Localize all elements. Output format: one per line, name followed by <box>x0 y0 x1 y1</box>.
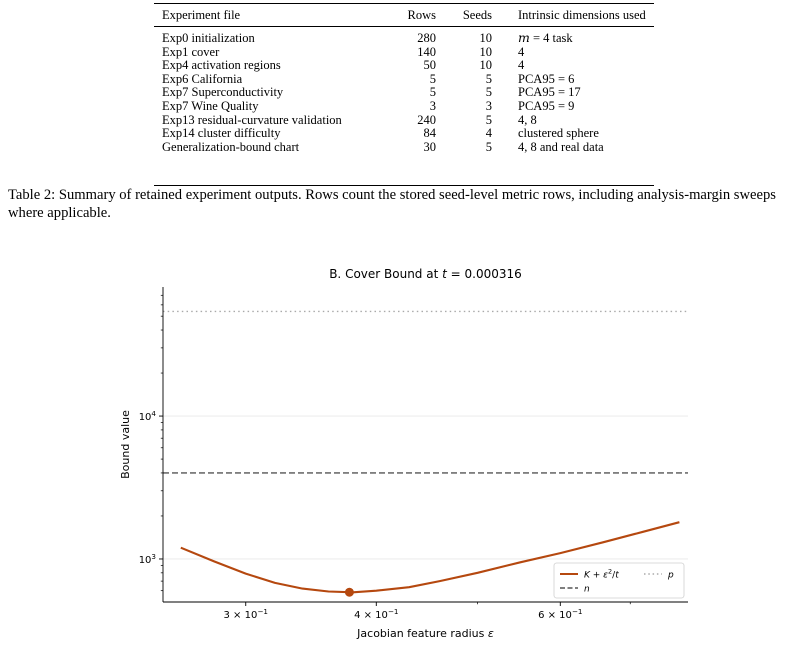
chart-title: B. Cover Bound at t = 0.000316 <box>329 267 522 281</box>
cell-seeds: 10 <box>479 44 492 59</box>
column-header-rows: Rows <box>407 8 436 22</box>
column-header-dimensions: Intrinsic dimensions used <box>518 8 646 22</box>
legend-label-p: p <box>668 570 674 581</box>
cell-rows: 240 <box>417 112 436 127</box>
legend-label-n: n <box>584 584 590 595</box>
cell-seeds: 3 <box>485 98 492 113</box>
cell-dimensions-text: PCA95 = 6 <box>518 71 575 86</box>
cell-seeds: 10 <box>479 30 492 45</box>
y-axis-label: Bound value <box>119 410 132 479</box>
cell-rows: 3 <box>429 98 436 113</box>
cell-dimensions-text: 4 <box>518 44 525 59</box>
caption-label: Table 2: <box>8 187 56 203</box>
x-tick-label: $4 \times 10^{-1}$ <box>354 606 399 621</box>
cell-rows: 280 <box>417 30 436 45</box>
cell-rows: 5 <box>429 71 436 86</box>
cell-dimensions-text: PCA95 = 17 <box>518 85 581 100</box>
cell-rows: 140 <box>417 44 436 59</box>
y-tick-label: $10^3$ <box>138 551 156 566</box>
cell-experiment-file: Exp13 residual-curvature validation <box>162 112 342 127</box>
cell-experiment-file: Exp1 cover <box>162 44 220 59</box>
cell-seeds: 5 <box>485 112 492 127</box>
cell-experiment-file: Exp7 Wine Quality <box>162 98 259 113</box>
cell-rows: 5 <box>429 85 436 100</box>
legend-label-curve: $K + \varepsilon^2/t$ <box>584 567 619 581</box>
cell-experiment-file: Exp14 cluster difficulty <box>162 126 281 141</box>
cell-dimensions-text: 4, 8 <box>518 112 537 127</box>
cell-seeds: 5 <box>485 85 492 100</box>
minimum-point-marker <box>345 588 354 597</box>
chart-axes <box>159 287 688 606</box>
chart-grid <box>163 416 688 559</box>
cell-seeds: 4 <box>485 126 492 141</box>
legend-box <box>554 563 684 598</box>
cell-experiment-file: Exp0 initialization <box>162 30 255 45</box>
cell-seeds: 5 <box>485 71 492 86</box>
chart-labels <box>119 267 583 640</box>
cell-dimensions-text: clustered sphere <box>518 126 599 141</box>
column-header-file: Experiment file <box>162 8 241 22</box>
cell-seeds: 5 <box>485 139 492 154</box>
chart-series <box>163 311 688 596</box>
x-tick-label: $3 \times 10^{-1}$ <box>223 606 268 621</box>
y-tick-label: $10^4$ <box>138 408 156 424</box>
cell-dimensions-text: 4 <box>518 58 525 73</box>
cell-seeds: 10 <box>479 58 492 73</box>
column-header-seeds: Seeds <box>462 8 492 22</box>
x-tick-label: $6 \times 10^{-1}$ <box>538 606 583 621</box>
x-axis-label: Jacobian feature radius ε <box>357 627 494 640</box>
cell-dimensions-text: = 4 task <box>529 31 573 45</box>
caption-text: Summary of retained experiment outputs. Rows count the stored seed-level metric rows, including analysis-margin sweeps where applicable. <box>8 187 776 221</box>
cell-rows: 84 <box>423 126 436 141</box>
cell-experiment-file: Generalization-bound chart <box>162 139 300 154</box>
cell-experiment-file: Exp7 Superconductivity <box>162 85 284 100</box>
cell-experiment-file: Exp4 activation regions <box>162 58 281 73</box>
cell-rows: 50 <box>423 58 436 73</box>
chart-legend <box>554 563 684 598</box>
cell-rows: 30 <box>423 139 436 154</box>
cell-dimensions-text: 4, 8 and real data <box>518 139 604 154</box>
cell-dimensions-math: m <box>518 30 530 45</box>
cell-dimensions-text: PCA95 = 9 <box>518 98 575 113</box>
cell-experiment-file: Exp6 California <box>162 71 243 86</box>
